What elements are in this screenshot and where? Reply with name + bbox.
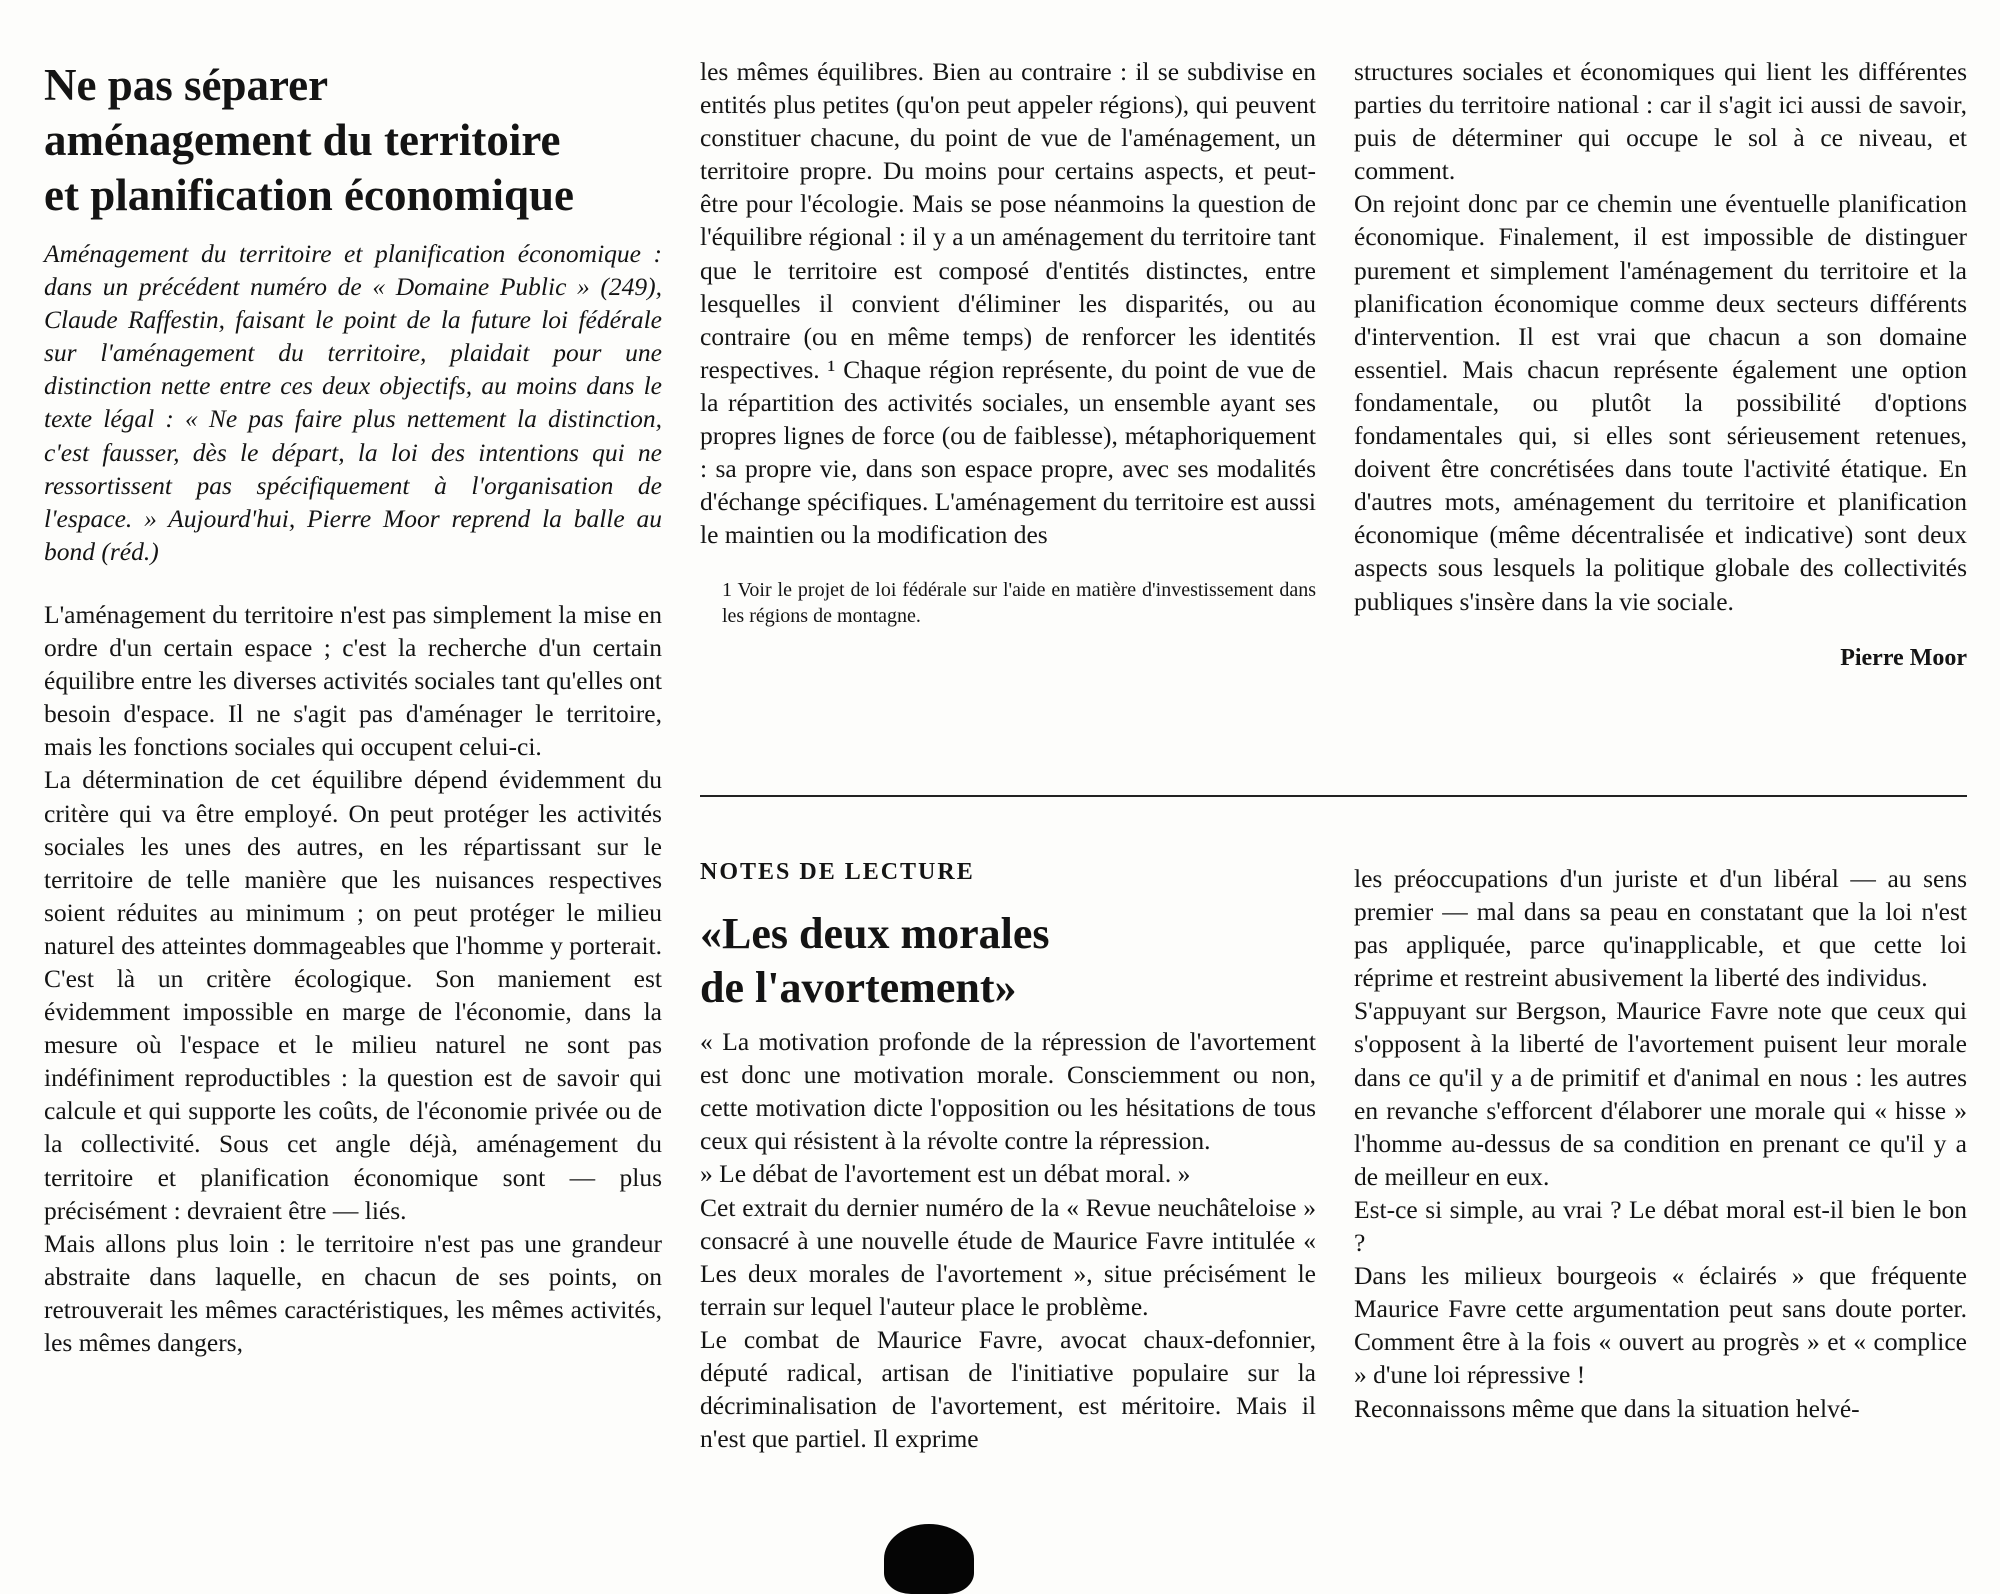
paragraph: Est-ce si simple, au vrai ? Le débat moral est-il bien le bon ? — [1354, 1194, 1967, 1258]
title-line-3: et planification économique — [44, 170, 574, 220]
section-kicker: NOTES DE LECTURE — [700, 859, 975, 885]
paragraph: Reconnaissons même que dans la situation helvé- — [1354, 1393, 1860, 1423]
paragraph: S'appuyant sur Bergson, Maurice Favre note que ceux qui s'opposent à la liberté de l'avortement puisent leur morale dans ce qu'il y a de primitif et d'animal en nous : les autres en revanche s'efforcent d'élaborer une morale qui « hisse » l'homme au-dessus de sa condition en prenant ce qu'il y a de meilleur en eux. — [1354, 996, 1967, 1191]
title2-line-2: de l'avortement» — [700, 963, 1017, 1013]
paragraph: structures sociales et économiques qui lient les différentes parties du territoire national : car il s'agit ici aussi de savoir, puis de déterminer qui occupe le sol à ce niveau, et comment. — [1354, 57, 1967, 186]
footnote: 1 Voir le projet de loi fédérale sur l'aide en matière d'investissement dans les régions de montagne. — [722, 579, 1316, 628]
title-line-2: aménagement du territoire — [44, 115, 561, 165]
article-intro: Aménagement du territoire et planification économique : dans un précédent numéro de « Domaine Public » (249), Claude Raffestin, faisant le point de la future loi fédérale sur l'aménagement du territoire, plaidait pour une distinction nette entre ces deux objectifs, au moins dans le texte légal : « Ne pas faire plus nettement la distinction, c'est fausser, dès le départ, la loi des intentions qui ne ressortissent pas spécifiquement à l'organisation de l'espace. » Aujourd'hui, Pierre Moor reprend la balle au bond (réd.) — [44, 239, 662, 566]
column-1 — [44, 58, 662, 1359]
paragraph: les préoccupations d'un juriste et d'un libéral — au sens premier — mal dans sa peau en constatant que la loi n'est pas appliquée, parce qu'inapplicable, et que cette loi réprime et restreint abusivement la liberté des individus. — [1354, 864, 1967, 993]
column-2 — [700, 55, 1316, 629]
column-3 — [1354, 55, 1967, 675]
author-signature: Pierre Moor — [1840, 644, 1967, 671]
paragraph: La détermination de cet équilibre dépend évidemment du critère qui va être employé. On peut protéger les activités sociales les unes des autres, en les répartissant sur le territoire de telle manière que les nuisances respectives soient réduites au minimum ; on peut protéger le milieu naturel des atteintes dommageables que l'homme y porterait. C'est là un critère écologique. Son maniement est évidemment impossible en marge de l'économie, dans la mesure où l'espace et le milieu naturel ne sont pas indéfiniment reproductibles : la question est de savoir qui calcule et qui supporte les coûts, de l'économie privée ou de la collectivité. Sous cet angle déjà, aménagement du territoire et planification économique sont — plus précisément : devraient être — liés. — [44, 765, 662, 1225]
article-title-2 — [700, 907, 1316, 1015]
article-title — [44, 58, 662, 223]
paragraph: Mais allons plus loin : le territoire n'est pas une grandeur abstraite dans laquelle, en chacun de ses points, on retrouverait les mêmes caractéristiques, les mêmes activités, les mêmes dangers, — [44, 1228, 662, 1357]
ink-blot-decoration — [884, 1524, 974, 1594]
title2-line-1: «Les deux morales — [700, 909, 1050, 959]
column-4 — [700, 856, 1316, 1455]
paragraph: On rejoint donc par ce chemin une éventuelle planification économique. Finalement, il est impossible de distinguer purement et simplement l'aménagement du territoire et la planification économique comme deux secteurs différents d'intervention. Il est vrai que chacun a son domaine essentiel. Mais chacun représente également une option fondamentale, ou plutôt la possibilité d'options fondamentales qui, si elles sont sérieusement retenues, doivent être concrétisées dans toute l'activité étatique. En d'autres mots, aménagement du territoire et planification économique (même décentralisée et indicative) sont deux aspects sous lesquels la politique globale des collectivités publiques s'insère dans la vie sociale. — [1354, 189, 1967, 616]
title-line-1: Ne pas séparer — [44, 60, 329, 110]
column-5 — [1354, 862, 1967, 1425]
paragraph: les mêmes équilibres. Bien au contraire : il se subdivise en entités plus petites (qu'on peut appeler régions), qui peuvent constituer chacune, du point de vue de l'aménagement, un territoire propre. Du moins pour certains aspects, et peut-être pour l'écologie. Mais se pose néanmoins la question de l'équilibre régional : il y a un aménagement du territoire tant que le territoire est composé d'entités distinctes, entre lesquelles il convient d'éliminer les disparités, ou au contraire (ou en même temps) de renforcer les identités respectives. ¹ Chaque région représente, du point de vue de la répartition des activités sociales, un ensemble ayant ses propres lignes de force (ou de faiblesse), métaphoriquement : sa propre vie, dans son espace propre, avec ses modalités d'échange spécifiques. L'aménagement du territoire est aussi le maintien ou la modification des — [700, 57, 1316, 550]
paragraph: Dans les milieux bourgeois « éclairés » que fréquente Maurice Favre cette argumentation peut sans doute porter. Comment être à la fois « ouvert au progrès » et « complice » d'une loi répressive ! — [1354, 1261, 1967, 1390]
paragraph: « La motivation profonde de la répression de l'avortement est donc une motivation morale. Consciemment ou non, cette motivation dicte l'opposition ou les hésitations de tous ceux qui résistent à la révolte contre la répression. — [700, 1027, 1316, 1156]
section-divider — [700, 795, 1967, 797]
paragraph: Le combat de Maurice Favre, avocat chaux-defonnier, député radical, artisan de l'initiative populaire sur la décriminalisation de l'avortement, est méritoire. Mais il n'est que partiel. Il exprime — [700, 1324, 1316, 1454]
paragraph: L'aménagement du territoire n'est pas simplement la mise en ordre d'un certain espace ; c'est la recherche d'un certain équilibre entre les diverses activités sociales tant qu'elles ont besoin d'espace. Il ne s'agit pas d'aménager le territoire, mais les fonctions sociales qui occupent celui-ci. — [44, 599, 662, 762]
paragraph: » Le débat de l'avortement est un débat moral. » — [700, 1159, 1191, 1189]
paragraph: Cet extrait du dernier numéro de la « Revue neuchâteloise » consacré à une nouvelle étude de Maurice Favre intitulée « Les deux morales de l'avortement », situe précisément le terrain sur lequel l'auteur place le problème. — [700, 1192, 1316, 1321]
